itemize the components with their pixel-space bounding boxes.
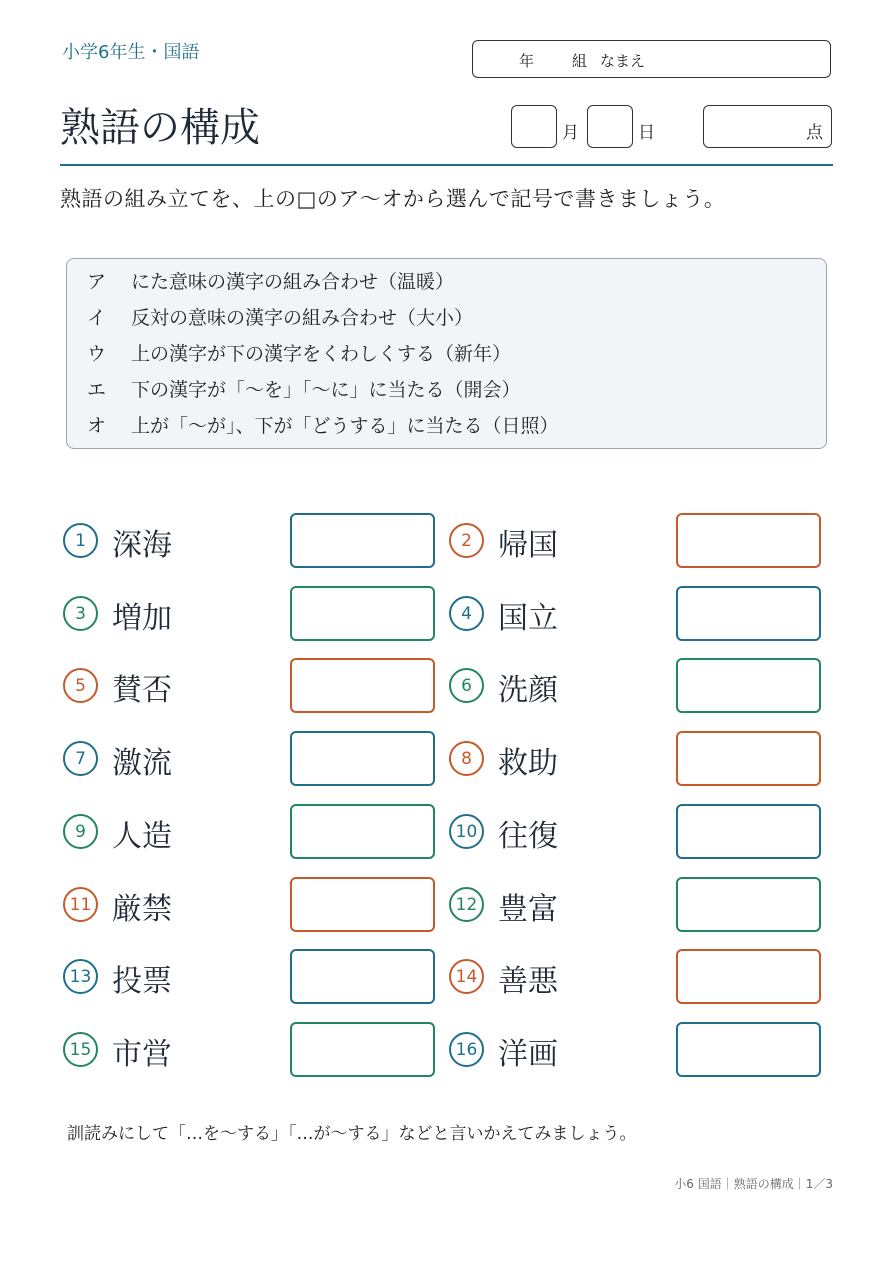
question-word: 往復 (498, 819, 558, 854)
year-label: 年 (519, 52, 535, 70)
month-label: 月 (562, 123, 579, 143)
answer-box[interactable] (290, 949, 435, 1004)
page-footer: 小6 国語｜熟語の構成｜1／3 (674, 1177, 833, 1191)
page-title: 熟語の構成 (60, 105, 260, 151)
question-word: 深海 (112, 528, 172, 563)
question-number: 16 (449, 1032, 484, 1067)
answer-box[interactable] (290, 877, 435, 932)
instruction-text: 熟語の組み立てを、上の□のア〜オから選んで記号で書きましょう。 (60, 187, 726, 211)
answer-box[interactable] (676, 658, 821, 713)
option-item (87, 339, 511, 366)
name-field-box[interactable] (472, 40, 831, 78)
answer-box[interactable] (290, 658, 435, 713)
option-key: ウ (87, 343, 107, 365)
question-word: 市営 (112, 1037, 172, 1072)
question-number: 7 (63, 741, 98, 776)
options-box (66, 258, 827, 449)
answer-box[interactable] (676, 586, 821, 641)
question-word: 洋画 (498, 1037, 558, 1072)
question-word: 激流 (112, 746, 172, 781)
question-number: 3 (63, 596, 98, 631)
option-item (87, 375, 521, 402)
question-word: 賛否 (112, 673, 172, 708)
option-text: 上の漢字が下の漢字をくわしくする（新年） (131, 343, 512, 365)
option-key: イ (87, 307, 107, 329)
question-number: 10 (449, 814, 484, 849)
option-item (87, 303, 473, 330)
question-number: 5 (63, 668, 98, 703)
answer-box[interactable] (290, 731, 435, 786)
header-divider (60, 164, 833, 166)
month-input-box[interactable] (511, 105, 557, 148)
option-key: ア (87, 271, 107, 293)
answer-box[interactable] (676, 877, 821, 932)
grade-subject-label: 小学6年生・国語 (62, 42, 200, 63)
option-text: 上が「〜が」、下が「どうする」に当たる（日照） (131, 415, 559, 437)
answer-box[interactable] (676, 1022, 821, 1077)
question-word: 帰国 (498, 528, 558, 563)
hint-note: 訓読みにして「…を〜する」「…が〜する」などと言いかえてみましょう。 (67, 1124, 637, 1144)
option-text: 反対の意味の漢字の組み合わせ（大小） (131, 307, 474, 329)
answer-box[interactable] (676, 513, 821, 568)
question-number: 1 (63, 523, 98, 558)
option-item (87, 411, 559, 438)
question-word: 洗顔 (498, 673, 558, 708)
day-input-box[interactable] (587, 105, 633, 148)
answer-box[interactable] (676, 949, 821, 1004)
option-text: にた意味の漢字の組み合わせ（温暖） (131, 271, 455, 293)
option-text: 下の漢字が「〜を」「〜に」に当たる（開会） (131, 379, 521, 401)
question-number: 4 (449, 596, 484, 631)
question-word: 人造 (112, 819, 172, 854)
question-word: 救助 (498, 746, 558, 781)
score-box[interactable] (703, 105, 832, 148)
option-key: オ (87, 415, 107, 437)
answer-box[interactable] (290, 1022, 435, 1077)
answer-box[interactable] (290, 586, 435, 641)
question-number: 14 (449, 959, 484, 994)
question-number: 2 (449, 523, 484, 558)
answer-box[interactable] (676, 731, 821, 786)
question-number: 11 (63, 887, 98, 922)
answer-box[interactable] (290, 804, 435, 859)
name-label: なまえ (600, 52, 646, 70)
question-word: 善悪 (498, 964, 558, 999)
question-word: 投票 (112, 964, 172, 999)
question-word: 厳禁 (112, 892, 172, 927)
question-number: 15 (63, 1032, 98, 1067)
question-number: 6 (449, 668, 484, 703)
answer-box[interactable] (290, 513, 435, 568)
class-label: 組 (572, 52, 588, 70)
day-label: 日 (638, 123, 655, 143)
question-number: 12 (449, 887, 484, 922)
option-key: エ (87, 379, 107, 401)
score-label: 点 (806, 123, 823, 143)
question-number: 9 (63, 814, 98, 849)
question-number: 8 (449, 741, 484, 776)
question-word: 豊富 (498, 892, 558, 927)
answer-box[interactable] (676, 804, 821, 859)
question-word: 国立 (498, 601, 558, 636)
option-item (87, 267, 454, 294)
question-word: 増加 (112, 601, 172, 636)
question-number: 13 (63, 959, 98, 994)
